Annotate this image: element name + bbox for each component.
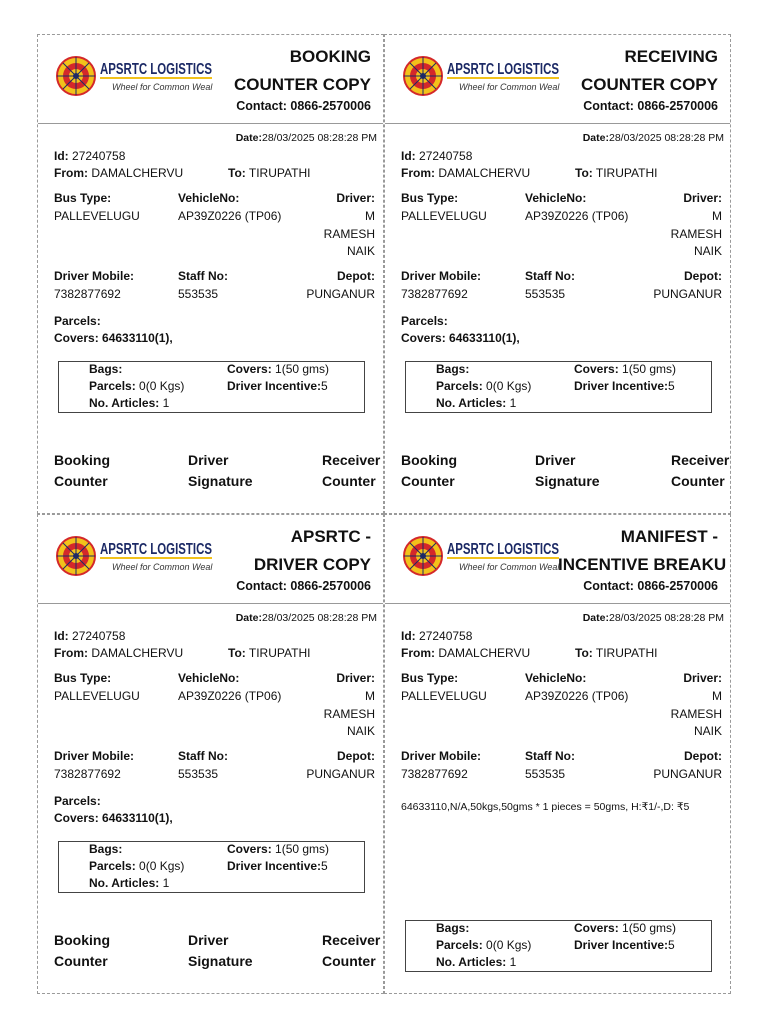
driver-name-line2: RAMESH [670,707,722,721]
to-field: To: TIRUPATHI [228,646,311,660]
summary-box [405,361,712,413]
parcels-label: Parcels: [54,314,101,328]
driver-name-line3: NAIK [346,724,375,738]
driver-label: Driver: [336,671,375,685]
incentive-field: Driver Incentive:5 [227,859,328,873]
receiver-counter-label: Receiver Counter [322,452,381,489]
driver-mobile-label: Driver Mobile: [54,749,135,763]
slip-title-line1: MANIFEST - [620,527,718,546]
svg-text:APSRTC LOGISTICS: APSRTC LOGISTICS [100,541,213,558]
driver-name-line2: RAMESH [323,707,375,721]
contact-number: Contact: 0866-2570006 [236,579,371,593]
id-field: Id: 27240758 [401,149,473,163]
svg-text:APSRTC LOGISTICS: APSRTC LOGISTICS [100,61,213,78]
bus-type-label: Bus Type: [401,671,459,685]
bus-type-value: PALLEVELUGU [54,689,140,703]
id-field: Id: 27240758 [54,629,126,643]
driver-signature-label: Driver Signature [535,452,600,489]
bags-field: Bags: [436,362,470,376]
driver-mobile-label: Driver Mobile: [401,749,482,763]
incentive-field: Driver Incentive:5 [227,379,328,393]
driver-mobile-label: Driver Mobile: [401,269,482,283]
apsrtc-logistics-logo [401,47,561,105]
slip-title-line1: BOOKING [289,47,371,66]
booking-counter-label: Booking Counter [54,932,110,969]
id-field: Id: 27240758 [54,149,126,163]
summary-box [405,920,712,972]
vehicle-label: VehicleNo: [178,191,240,205]
receiver-counter-label: Receiver Counter [671,452,730,489]
booking-counter-label: Booking Counter [401,452,457,489]
parcels-label: Parcels: [401,314,448,328]
vehicle-value: AP39Z0226 (TP06) [525,689,629,703]
driver-name-line3: NAIK [693,724,722,738]
vehicle-label: VehicleNo: [178,671,240,685]
svg-text:Wheel for Common Weal: Wheel for Common Weal [459,562,560,572]
incentive-field: Driver Incentive:5 [574,379,675,393]
driver-name-line3: NAIK [693,244,722,258]
summary-box [58,361,365,413]
staff-no-label: Staff No: [178,269,228,283]
bags-field: Bags: [436,921,470,935]
driver-signature-label: Driver Signature [188,452,253,489]
divider [385,603,730,604]
from-field: From: DAMALCHERVU [401,166,531,180]
slip-title [211,43,371,99]
divider [38,603,383,604]
svg-text:APSRTC LOGISTICS: APSRTC LOGISTICS [447,61,560,78]
vehicle-value: AP39Z0226 (TP06) [525,209,629,223]
driver-name-line2: RAMESH [670,227,722,241]
slip-title-line2: INCENTIVE BREAKU [558,555,727,574]
bus-type-label: Bus Type: [401,191,459,205]
slip-title-line2: COUNTER COPY [581,75,718,94]
driver-mobile-value: 7382877692 [401,767,468,781]
driver-name-line1: M [365,209,375,223]
driver-name-line1: M [365,689,375,703]
date-stamp: Date:28/03/2025 08:28:28 PM [235,132,377,144]
depot-label: Depot: [337,749,375,763]
depot-value: PUNGANUR [306,287,375,301]
depot-label: Depot: [337,269,375,283]
box-covers-field: Covers: 1(50 gms) [574,921,677,935]
slip-title [558,523,727,579]
svg-text:Wheel for Common Weal: Wheel for Common Weal [112,562,213,572]
apsrtc-emblem-icon [57,537,95,575]
svg-text:Wheel for Common Weal: Wheel for Common Weal [459,82,560,92]
driver-signature-label: Driver Signature [188,932,253,969]
articles-field: No. Articles: 1 [436,955,517,969]
box-parcels-field: Parcels: 0(0 Kgs) [89,859,185,873]
bus-type-label: Bus Type: [54,191,112,205]
parcels-label: Parcels: [54,794,101,808]
to-field: To: TIRUPATHI [575,166,658,180]
depot-value: PUNGANUR [306,767,375,781]
svg-text:APSRTC LOGISTICS: APSRTC LOGISTICS [447,541,560,558]
depot-label: Depot: [684,749,722,763]
apsrtc-emblem-icon [404,57,442,95]
slip-title-line1: APSRTC - [290,527,371,546]
articles-field: No. Articles: 1 [436,396,517,410]
covers-line: Covers: 64633110(1), [54,811,173,825]
staff-no-value: 553535 [178,287,219,301]
box-covers-field: Covers: 1(50 gms) [227,842,330,856]
bags-field: Bags: [89,362,123,376]
to-field: To: TIRUPATHI [575,646,658,660]
date-stamp: Date:28/03/2025 08:28:28 PM [235,612,377,624]
bus-type-value: PALLEVELUGU [401,689,487,703]
contact-number: Contact: 0866-2570006 [583,579,718,593]
receiver-counter-label: Receiver Counter [322,932,381,969]
parcel-slip-2 [384,34,731,514]
apsrtc-emblem-icon [57,57,95,95]
vehicle-value: AP39Z0226 (TP06) [178,209,282,223]
slip-title [211,523,371,579]
apsrtc-logistics-logo [54,47,214,105]
divider [38,123,383,124]
id-field: Id: 27240758 [401,629,473,643]
apsrtc-emblem-icon [404,537,442,575]
articles-field: No. Articles: 1 [89,876,170,890]
staff-no-label: Staff No: [178,749,228,763]
to-field: To: TIRUPATHI [228,166,311,180]
apsrtc-logistics-logo [401,527,561,585]
bus-type-value: PALLEVELUGU [54,209,140,223]
date-stamp: Date:28/03/2025 08:28:28 PM [582,132,724,144]
slip-title-line2: COUNTER COPY [234,75,371,94]
parcel-slip-3 [37,514,384,994]
driver-label: Driver: [683,191,722,205]
driver-name-line3: NAIK [346,244,375,258]
manifest-detail-line: 64633110,N/A,50kgs,50gms * 1 pieces = 50gms, H:₹1/-,D: ₹5 [401,801,690,813]
box-parcels-field: Parcels: 0(0 Kgs) [436,938,532,952]
incentive-field: Driver Incentive:5 [574,938,675,952]
box-parcels-field: Parcels: 0(0 Kgs) [89,379,185,393]
bus-type-label: Bus Type: [54,671,112,685]
box-parcels-field: Parcels: 0(0 Kgs) [436,379,532,393]
apsrtc-logistics-logo [54,527,214,585]
staff-no-label: Staff No: [525,749,575,763]
vehicle-label: VehicleNo: [525,671,587,685]
parcel-slip-4 [384,514,731,994]
bus-type-value: PALLEVELUGU [401,209,487,223]
driver-name-line1: M [712,209,722,223]
contact-number: Contact: 0866-2570006 [583,99,718,113]
date-stamp: Date:28/03/2025 08:28:28 PM [582,612,724,624]
staff-no-value: 553535 [525,767,566,781]
box-covers-field: Covers: 1(50 gms) [227,362,330,376]
parcel-slip-1 [37,34,384,514]
svg-text:Wheel for Common Weal: Wheel for Common Weal [112,82,213,92]
from-field: From: DAMALCHERVU [54,166,184,180]
driver-name-line2: RAMESH [323,227,375,241]
articles-field: No. Articles: 1 [89,396,170,410]
from-field: From: DAMALCHERVU [401,646,531,660]
driver-mobile-value: 7382877692 [54,287,121,301]
depot-value: PUNGANUR [653,767,722,781]
staff-no-value: 553535 [178,767,219,781]
staff-no-value: 553535 [525,287,566,301]
staff-no-label: Staff No: [525,269,575,283]
box-covers-field: Covers: 1(50 gms) [574,362,677,376]
driver-name-line1: M [712,689,722,703]
covers-line: Covers: 64633110(1), [401,331,520,345]
vehicle-value: AP39Z0226 (TP06) [178,689,282,703]
slip-title-line2: DRIVER COPY [253,555,371,574]
from-field: From: DAMALCHERVU [54,646,184,660]
vehicle-label: VehicleNo: [525,191,587,205]
driver-mobile-value: 7382877692 [54,767,121,781]
divider [385,123,730,124]
slip-title-line1: RECEIVING [624,47,718,66]
slip-title [558,43,718,99]
depot-value: PUNGANUR [653,287,722,301]
driver-label: Driver: [336,191,375,205]
covers-line: Covers: 64633110(1), [54,331,173,345]
driver-mobile-value: 7382877692 [401,287,468,301]
depot-label: Depot: [684,269,722,283]
driver-label: Driver: [683,671,722,685]
summary-box [58,841,365,893]
driver-mobile-label: Driver Mobile: [54,269,135,283]
contact-number: Contact: 0866-2570006 [236,99,371,113]
bags-field: Bags: [89,842,123,856]
booking-counter-label: Booking Counter [54,452,110,489]
